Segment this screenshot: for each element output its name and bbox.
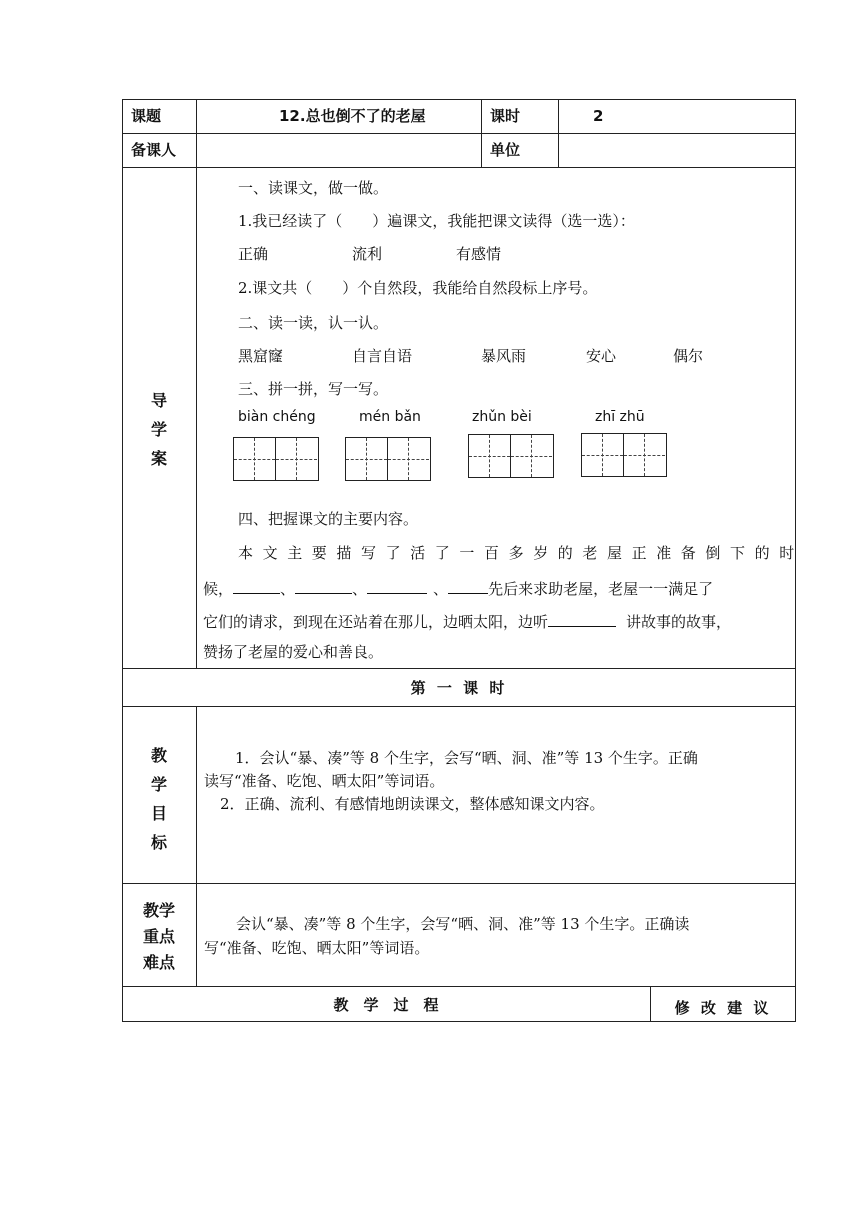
word-item: 安心 bbox=[586, 347, 617, 365]
summary-line-3: 它们的请求，到现在还站着在那儿，边晒太阳，边听 讲故事的故事， bbox=[203, 610, 731, 632]
section3-title: 三、拼一拼，写一写。 bbox=[238, 380, 389, 398]
rule bbox=[481, 99, 482, 168]
rule bbox=[122, 99, 796, 100]
goal-side-char: 教 bbox=[150, 746, 167, 765]
option-fluent: 流利 bbox=[352, 245, 383, 263]
guide-side-label bbox=[140, 386, 178, 473]
rule bbox=[122, 1021, 796, 1022]
topic-value: 12.总也倒不了的老屋 bbox=[279, 107, 426, 125]
goal-2: 2．正确、流利、有感情地朗读课文，整体感知课文内容。 bbox=[220, 795, 605, 813]
pinyin-label: zhǔn bèi bbox=[472, 409, 532, 425]
lesson1-title: 第 一 课 时 bbox=[410, 679, 508, 697]
rule bbox=[122, 99, 123, 1022]
key-side-text: 难点 bbox=[142, 953, 175, 972]
rule bbox=[122, 883, 796, 884]
summary-line-4: 赞扬了老屋的爱心和善良。 bbox=[203, 643, 384, 661]
process-label: 教 学 过 程 bbox=[333, 996, 439, 1014]
rule bbox=[196, 706, 197, 987]
word-item: 自言自语 bbox=[352, 347, 413, 365]
word-item: 偶尔 bbox=[673, 347, 704, 365]
guide-side-char: 导 bbox=[150, 391, 167, 410]
word-item: 黑窟窿 bbox=[238, 347, 284, 365]
question2: 2.课文共（ ）个自然段，我能给自然段标上序号。 bbox=[238, 279, 598, 297]
word-item: 暴风雨 bbox=[481, 347, 527, 365]
guide-side-char: 学 bbox=[150, 420, 167, 439]
key-points-line-a: 会认“暴、凑”等 8 个生字，会写“晒、洞、准”等 13 个生字。正确读 bbox=[236, 915, 690, 933]
goal-side-char: 标 bbox=[150, 833, 167, 852]
unit-label: 单位 bbox=[490, 141, 521, 159]
rule bbox=[122, 133, 796, 134]
section2-title: 二、读一读，认一认。 bbox=[238, 314, 389, 332]
fill-blank[interactable] bbox=[548, 610, 616, 627]
rule bbox=[122, 986, 796, 987]
key-side-label bbox=[130, 898, 188, 976]
writing-grid[interactable] bbox=[233, 437, 319, 481]
period-label: 课时 bbox=[490, 107, 521, 125]
writing-grid[interactable] bbox=[345, 437, 431, 481]
suggestion-label: 修 改 建 议 bbox=[674, 999, 772, 1017]
fill-blank[interactable] bbox=[367, 577, 427, 594]
question1: 1.我已经读了（ ）遍课文，我能把课文读得（选一选）： bbox=[238, 212, 635, 230]
preparer-label: 备课人 bbox=[131, 141, 177, 159]
key-side-text: 重点 bbox=[142, 927, 175, 946]
rule bbox=[122, 668, 796, 669]
section4-title: 四、把握课文的主要内容。 bbox=[238, 510, 419, 528]
summary-line-1: 本文主要描写了活了一百多岁的老屋正准备倒下的时 bbox=[238, 544, 804, 562]
key-points-line-b: 写“准备、吃饱、晒太阳”等词语。 bbox=[204, 939, 430, 957]
guide-side-char: 案 bbox=[150, 449, 167, 468]
goal-side-char: 学 bbox=[150, 775, 167, 794]
option-correct: 正确 bbox=[238, 245, 269, 263]
goal-side-char: 目 bbox=[150, 804, 167, 823]
goal-1-line-b: 读写“准备、吃饱、晒太阳”等词语。 bbox=[204, 772, 445, 790]
pinyin-label: mén bǎn bbox=[359, 409, 421, 425]
rule bbox=[196, 99, 197, 669]
goal-1-line-a: 1．会认“暴、凑”等 8 个生字，会写“晒、洞、准”等 13 个生字。正确 bbox=[235, 749, 698, 767]
goal-side-label bbox=[140, 741, 178, 857]
option-expressive: 有感情 bbox=[456, 245, 502, 263]
summary-line-2: 候， 、 、 、 先后来求助老屋，老屋一一满足了 bbox=[203, 577, 713, 599]
period-value: 2 bbox=[593, 107, 604, 125]
topic-label: 课题 bbox=[131, 107, 162, 125]
rule bbox=[122, 167, 796, 168]
writing-grid[interactable] bbox=[468, 434, 554, 478]
fill-blank[interactable] bbox=[448, 577, 488, 594]
pinyin-label: biàn chéng bbox=[238, 409, 316, 425]
writing-grid[interactable] bbox=[581, 433, 667, 477]
fill-blank[interactable] bbox=[295, 577, 352, 594]
key-side-text: 教学 bbox=[142, 901, 175, 920]
fill-blank[interactable] bbox=[233, 577, 280, 594]
pinyin-label: zhī zhū bbox=[595, 409, 645, 425]
rule bbox=[122, 706, 796, 707]
rule bbox=[558, 99, 559, 168]
section1-title: 一、读课文，做一做。 bbox=[238, 179, 389, 197]
